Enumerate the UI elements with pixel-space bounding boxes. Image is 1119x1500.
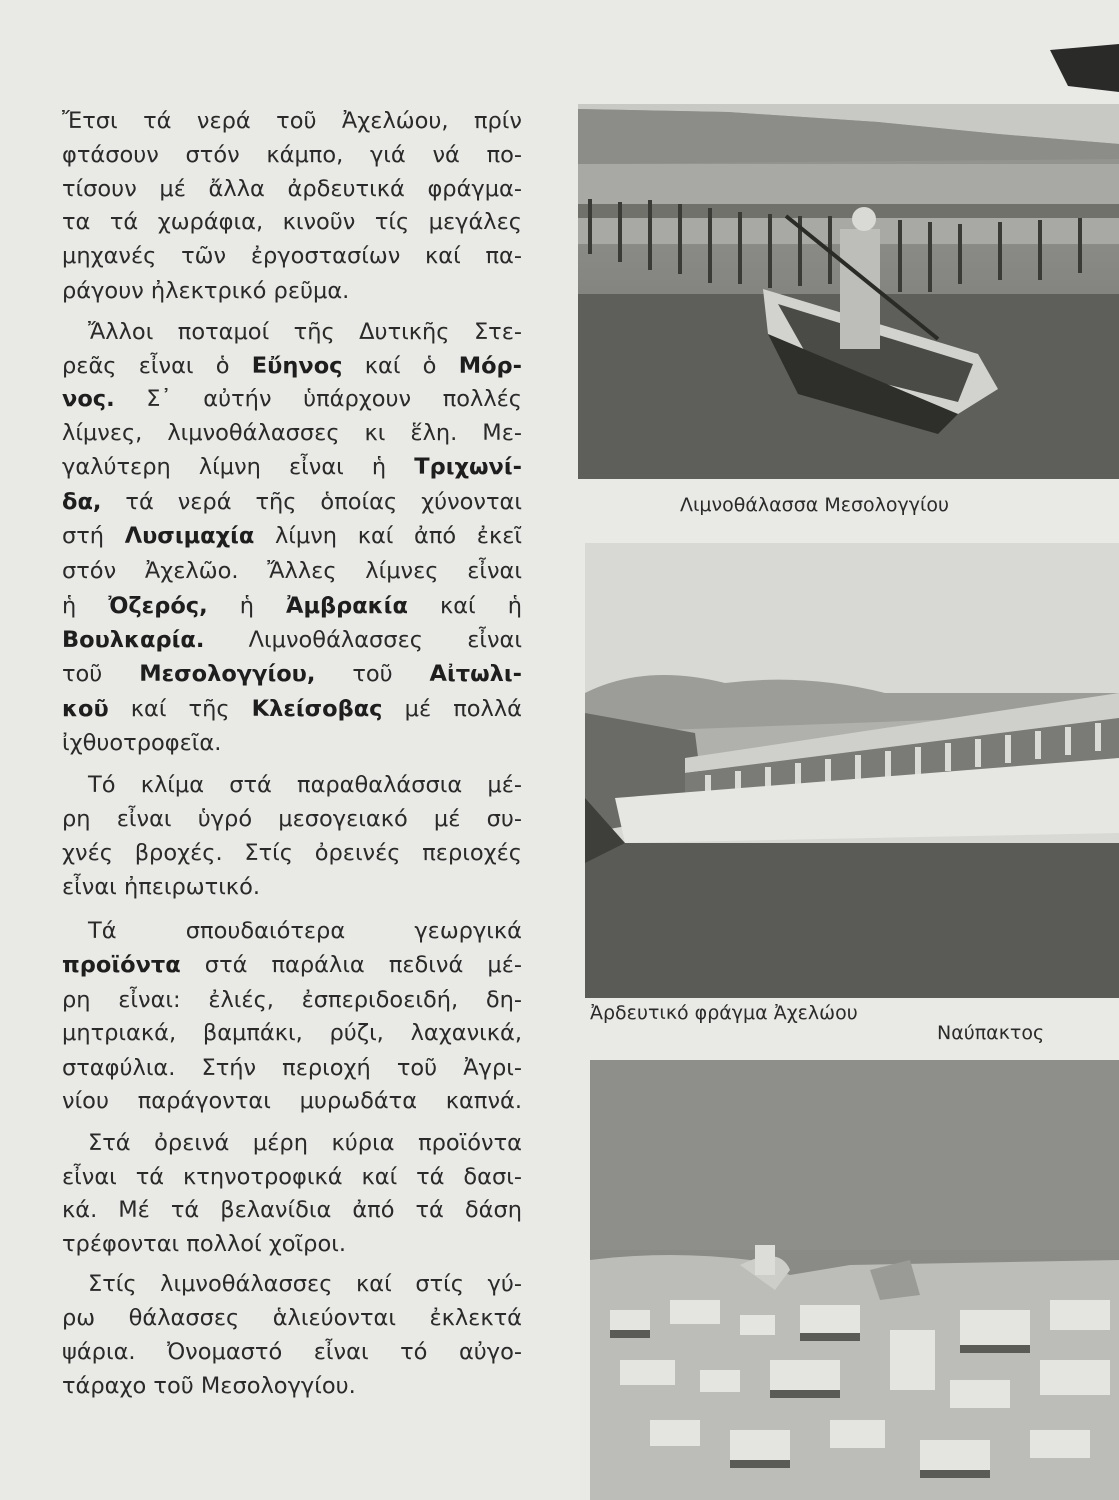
- text-run: στόν Ἀχελῶο. Ἄλλες λίμνες εἶναι: [62, 558, 522, 584]
- text-run: φτάσουν στόν κάμπο, γιά νά πο-: [62, 142, 522, 168]
- bold-term: νος.: [62, 386, 115, 412]
- text-run: Στά ὀρεινά μέρη κύρια προϊόντα: [88, 1130, 522, 1156]
- text-run: τρέφονται πολλοί χοῖροι.: [62, 1231, 346, 1257]
- text-run: Σ᾽ αὐτήν ὑπάρχουν πολλές: [114, 386, 522, 412]
- text-run: λίμνες, λιμνοθάλασσες κι ἕλη. Με-: [62, 420, 522, 446]
- text-run: μητριακά, βαμπάκι, ρύζι, λαχανικά,: [62, 1020, 522, 1046]
- text-run: τάραχο τοῦ Μεσολογγίου.: [62, 1373, 356, 1399]
- text-run: καί ἡ: [407, 593, 522, 619]
- text-run: Ἔτσι τά νερά τοῦ Ἀχελώου, πρίν: [62, 108, 522, 134]
- text-run: τά νερά τῆς ὁποίας χύνονται: [101, 489, 522, 515]
- text-line: [62, 836, 522, 870]
- text-line: [62, 554, 522, 588]
- text-run: λίμνη καί ἀπό ἐκεῖ: [254, 523, 522, 549]
- text-line: [62, 1227, 346, 1261]
- text-line: [62, 1369, 356, 1403]
- text-run: ρω θάλασσες ἁλιεύονται ἐκλεκτά: [62, 1305, 522, 1331]
- text-line: [62, 349, 522, 383]
- text-line: [62, 1051, 522, 1085]
- text-run: τα τά χωράφια, κινοῦν τίς μεγάλες: [62, 209, 522, 235]
- text-line: [62, 657, 522, 691]
- text-line: [62, 692, 522, 726]
- text-run: γαλύτερη λίμνη εἶναι ἡ: [62, 454, 415, 480]
- text-line: [62, 589, 522, 623]
- text-run: νίου παράγονται μυρωδάτα καπνά.: [62, 1088, 522, 1114]
- text-line: [62, 382, 522, 416]
- text-run: καί ὁ: [342, 353, 459, 379]
- text-line: [88, 914, 522, 948]
- text-run: ἡ: [62, 593, 109, 619]
- text-run: Τά σπουδαιότερα γεωργικά: [88, 918, 522, 944]
- text-line: [88, 1267, 522, 1301]
- photo-nafpaktos: [590, 1060, 1119, 1500]
- bold-term: Κλείσοβας: [251, 696, 383, 722]
- bold-term: Μόρ-: [458, 353, 522, 379]
- text-line: [62, 1193, 522, 1227]
- caption-mesolongi-lagoon: Λιμνοθάλασσα Μεσολογγίου: [680, 494, 950, 516]
- bold-term: Ἀμβρακία: [286, 593, 408, 619]
- caption-acheloos-dam: Ἀρδευτικό φράγμα Ἀχελώου: [590, 1002, 858, 1024]
- text-run: Στίς λιμνοθάλασσες καί στίς γύ-: [88, 1271, 522, 1297]
- text-run: τοῦ: [315, 661, 430, 687]
- bold-term: Λυσιμαχία: [124, 523, 255, 549]
- text-line: [62, 948, 522, 982]
- text-line: [62, 172, 522, 206]
- text-line: [88, 1126, 522, 1160]
- text-line: [62, 870, 260, 904]
- text-line: [62, 138, 522, 172]
- text-run: σταφύλια. Στήν περιοχή τοῦ Ἀγρι-: [62, 1055, 522, 1081]
- text-run: ρεᾶς εἶναι ὁ: [62, 353, 252, 379]
- text-run: μέ πολλά: [382, 696, 522, 722]
- text-line: [62, 519, 522, 553]
- text-run: εἶναι τά κτηνοτροφικά καί τά δασι-: [62, 1164, 522, 1190]
- text-run: στά παράλια πεδινά μέ-: [180, 952, 522, 978]
- photo-acheloos-dam: [585, 543, 1119, 998]
- text-run: Ἄλλοι ποταμοί τῆς Δυτικῆς Στε-: [88, 319, 522, 345]
- text-line: [62, 726, 221, 760]
- text-line: [62, 1016, 522, 1050]
- text-run: ψάρια. Ὀνομαστό εἶναι τό αὐγο-: [62, 1339, 522, 1365]
- text-run: τίσουν μέ ἄλλα ἀρδευτικά φράγμα-: [62, 176, 522, 202]
- text-run: στή: [62, 523, 125, 549]
- photo-mesolongi-lagoon: [578, 104, 1119, 479]
- bold-term: Μεσολογγίου,: [139, 661, 316, 687]
- text-line: [88, 768, 522, 802]
- text-run: ρη εἶναι: ἐλιές, ἐσπεριδοειδή, δη-: [62, 987, 522, 1013]
- text-line: [62, 104, 522, 138]
- text-run: ράγουν ἠλεκτρικό ρεῦμα.: [62, 278, 350, 304]
- text-run: κά. Μέ τά βελανίδια ἀπό τά δάση: [62, 1197, 522, 1223]
- text-line: [62, 239, 522, 273]
- text-run: ρη εἶναι ὑγρό μεσογειακό μέ συ-: [62, 806, 522, 832]
- text-run: καί τῆς: [108, 696, 252, 722]
- text-run: τοῦ: [62, 661, 140, 687]
- corner-dark-shape: [1050, 44, 1119, 92]
- text-run: ἡ: [207, 593, 287, 619]
- bold-term: Εὔηνος: [251, 353, 343, 379]
- text-run: ἰχθυοτροφεῖα.: [62, 730, 222, 756]
- text-line: [62, 1160, 522, 1194]
- text-line: [88, 315, 522, 349]
- text-line: [62, 623, 522, 657]
- bold-term: Βουλκαρία.: [62, 627, 205, 653]
- bold-term: Τριχωνί-: [414, 454, 522, 480]
- text-line: [62, 1084, 522, 1118]
- text-line: [62, 802, 522, 836]
- bold-term: κοῦ: [62, 696, 109, 722]
- bold-term: Αἰτωλι-: [429, 661, 522, 687]
- text-run: Τό κλίμα στά παραθαλάσσια μέ-: [88, 772, 522, 798]
- text-line: [62, 485, 522, 519]
- text-line: [62, 205, 522, 239]
- text-line: [62, 1301, 522, 1335]
- text-run: εἶναι ἠπειρωτικό.: [62, 874, 260, 900]
- bold-term: δα,: [62, 489, 102, 515]
- text-line: [62, 1335, 522, 1369]
- text-line: [62, 450, 522, 484]
- text-run: χνές βροχές. Στίς ὀρεινές περιοχές: [62, 840, 522, 866]
- text-run: Λιμνοθάλασσες εἶναι: [204, 627, 522, 653]
- text-line: [62, 983, 522, 1017]
- bold-term: Ὀζερός,: [108, 593, 208, 619]
- caption-nafpaktos: Ναύπακτος: [937, 1022, 1045, 1044]
- bold-term: προϊόντα: [62, 952, 181, 978]
- text-line: [62, 416, 522, 450]
- text-line: [62, 274, 349, 308]
- text-run: μηχανές τῶν ἐργοστασίων καί πα-: [62, 243, 522, 269]
